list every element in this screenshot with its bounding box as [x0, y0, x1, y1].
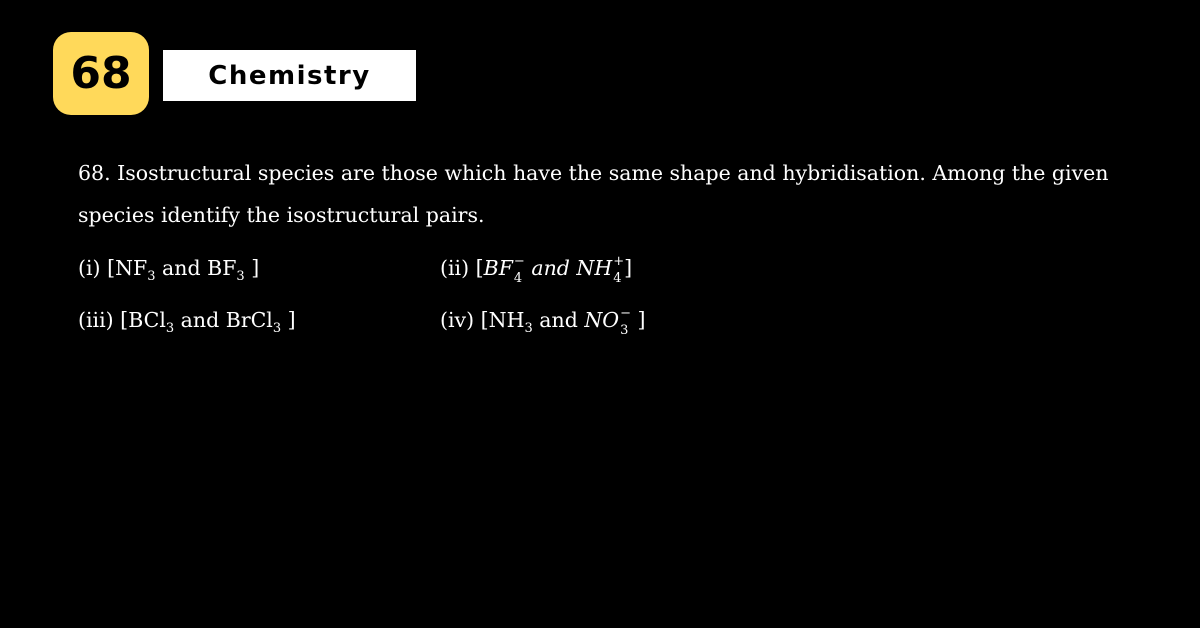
- species-b: NO: [584, 308, 620, 332]
- species-b-superscript: +: [613, 253, 625, 269]
- species-a-subscript: 3: [524, 321, 533, 337]
- subject-label: Chemistry: [163, 50, 416, 101]
- species-b-superscript: −: [620, 305, 632, 321]
- species-b-subscript: 3: [620, 322, 629, 338]
- option-joiner: and: [174, 308, 226, 332]
- option-joiner: and: [155, 256, 208, 280]
- question-text: 68. Isostructural species are those which have the same shape and hybridisation. Among the given species identify the isostructural pairs.: [78, 161, 1109, 227]
- option-end: ]: [631, 308, 646, 332]
- option-end: ]: [281, 308, 296, 332]
- species-b-subscript: 3: [236, 269, 245, 285]
- species-a-scripts: [513, 253, 525, 286]
- option-end: ]: [244, 256, 260, 280]
- option-label: (i) [: [78, 256, 116, 280]
- species-a-superscript: −: [513, 253, 525, 269]
- species-b-subscript: 4: [613, 270, 622, 286]
- species-a-subscript: 4: [513, 270, 523, 286]
- species-b: BF: [207, 256, 237, 280]
- species-b: BrCl: [225, 308, 273, 332]
- option-joiner: and: [524, 256, 577, 280]
- species-a: NF: [115, 256, 148, 280]
- species-b: NH: [576, 256, 613, 280]
- option-end: ]: [624, 256, 633, 280]
- option-i: [78, 256, 259, 284]
- option-ii: [440, 253, 633, 286]
- species-a: BF: [483, 256, 513, 280]
- species-b-scripts: [613, 253, 625, 286]
- species-b-scripts: [620, 305, 632, 338]
- option-label: (ii) [: [440, 256, 484, 280]
- species-a: BCl: [128, 308, 166, 332]
- option-iv: [440, 305, 646, 338]
- option-label: (iii) [: [78, 308, 129, 332]
- species-b-subscript: 3: [272, 321, 282, 337]
- question-number-badge: 68: [53, 32, 149, 115]
- species-a: NH: [488, 308, 525, 332]
- option-label: (iv) [: [440, 308, 489, 332]
- species-a-subscript: 3: [147, 269, 156, 285]
- option-iii: [78, 308, 296, 336]
- option-joiner: and: [532, 308, 585, 332]
- species-a-subscript: 3: [165, 321, 175, 337]
